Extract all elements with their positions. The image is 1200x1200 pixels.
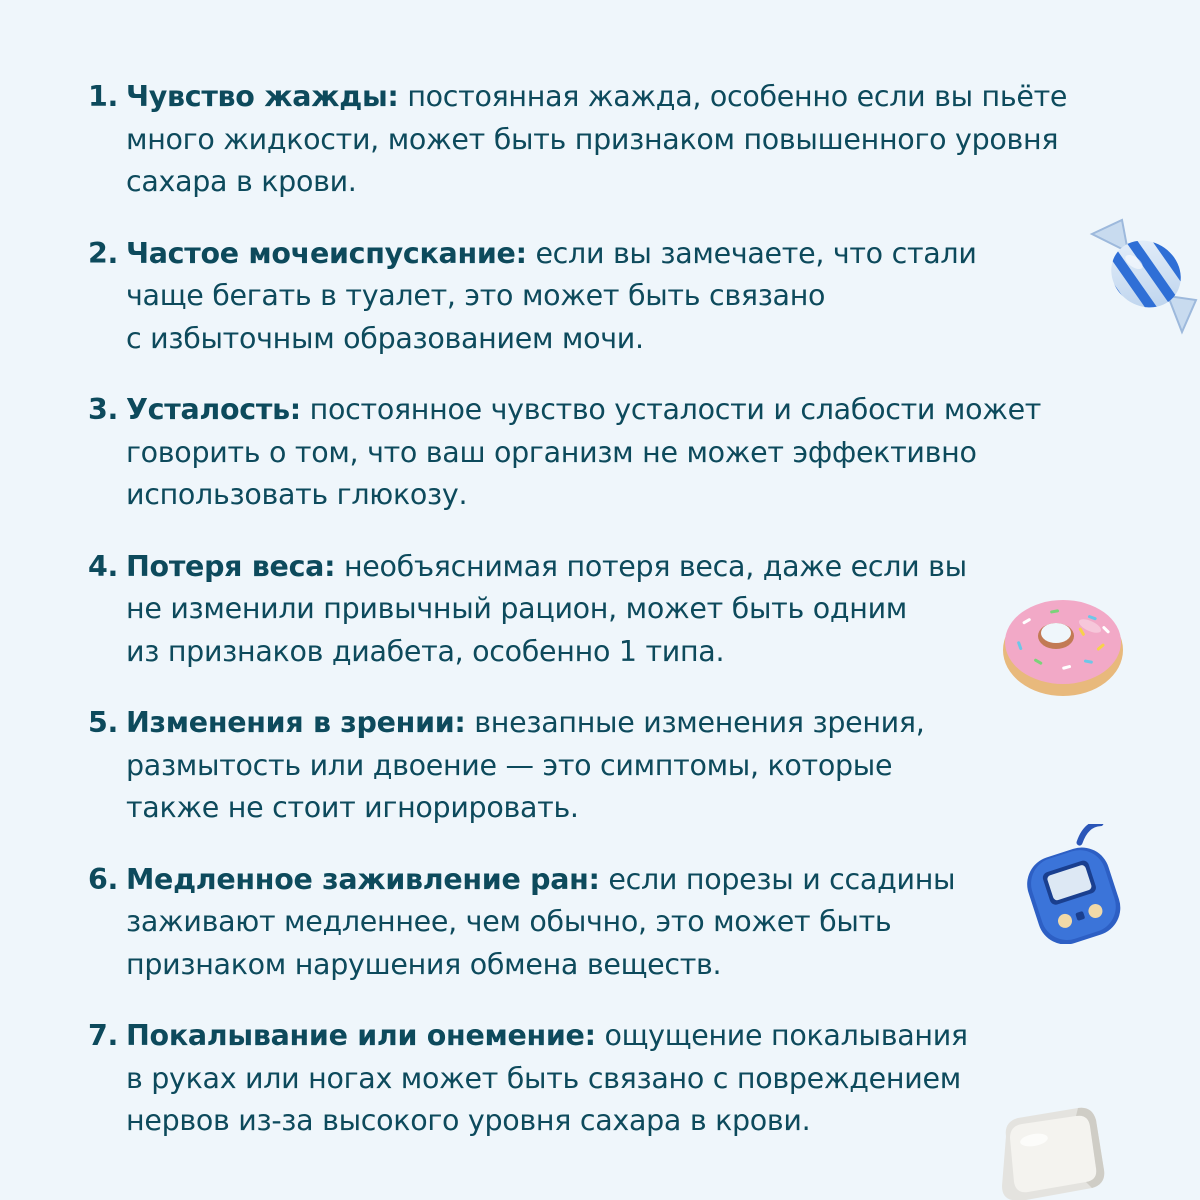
item-title: Покалывание или онемение: — [126, 1019, 596, 1052]
item-body-line: не изменили привычный рацион, может быть одним — [126, 592, 907, 625]
item-body-line: постоянное чувство усталости и слабости может — [309, 393, 1042, 426]
item-number: 5. — [88, 706, 119, 739]
item-body-line: если порезы и ссадины — [608, 862, 956, 896]
item-body-line: также не стоит игнорировать. — [126, 791, 579, 824]
item-body-line: говорить о том, что ваш организм не может эффективно — [126, 435, 977, 469]
item-body-line: необъяснимая потеря веса, даже если вы — [343, 549, 967, 583]
item-title: Потеря веса: — [126, 549, 336, 583]
candy-icon — [1084, 208, 1200, 338]
item-text — [126, 702, 1088, 830]
item-body-line: если вы замечаете, что стали — [535, 236, 977, 270]
donut-icon — [1000, 590, 1126, 700]
list-item — [88, 389, 1088, 517]
list-item — [88, 233, 1088, 361]
item-number: 6. — [88, 862, 119, 896]
item-body-line: с избыточным образованием мочи. — [126, 321, 644, 355]
item-body-line: ощущение покалывания — [604, 1019, 968, 1052]
glucometer-icon — [1016, 824, 1136, 944]
item-number: 4. — [88, 549, 119, 583]
item-body-line: в руках или ногах может быть связано с повреждением — [126, 1061, 961, 1095]
item-text — [126, 859, 1088, 987]
item-text — [126, 1015, 1088, 1143]
item-body-line: нервов из-за высокого уровня сахара в крови. — [126, 1104, 811, 1137]
item-body-line: много жидкости, может быть признаком повышенного уровня — [126, 122, 1059, 156]
item-title: Усталость: — [126, 393, 301, 426]
item-body-line: постоянная жажда, особенно если вы пьёте — [407, 80, 1068, 113]
item-body-line: признаком нарушения обмена веществ. — [126, 947, 722, 981]
list-item — [88, 1015, 1088, 1143]
item-number: 3. — [88, 393, 119, 426]
item-body-line: внезапные изменения зрения, — [474, 706, 925, 739]
symptoms-list — [88, 76, 1088, 1172]
item-number: 2. — [88, 236, 119, 270]
item-body-line: использовать глюкозу. — [126, 478, 468, 511]
item-text — [126, 76, 1088, 204]
item-body-line: сахара в крови. — [126, 165, 357, 198]
item-body-line: из признаков диабета, особенно 1 типа. — [126, 634, 725, 668]
item-text — [126, 389, 1088, 517]
item-title: Чувство жажды: — [126, 80, 399, 113]
item-title: Медленное заживление ран: — [126, 862, 600, 896]
list-item — [88, 76, 1088, 204]
item-number: 7. — [88, 1019, 119, 1052]
item-title: Частое мочеиспускание: — [126, 236, 527, 270]
item-text — [126, 233, 1088, 361]
item-number: 1. — [88, 80, 119, 113]
sugar-cube-icon — [992, 1100, 1116, 1200]
list-item — [88, 859, 1088, 987]
list-item — [88, 702, 1088, 830]
item-body-line: чаще бегать в туалет, это может быть связано — [126, 279, 826, 312]
item-title: Изменения в зрении: — [126, 706, 466, 739]
item-body-line: размытость или двоение — это симптомы, которые — [126, 748, 893, 782]
item-text — [126, 546, 1088, 674]
list-item — [88, 546, 1088, 674]
item-body-line: заживают медленнее, чем обычно, это может быть — [126, 905, 892, 938]
